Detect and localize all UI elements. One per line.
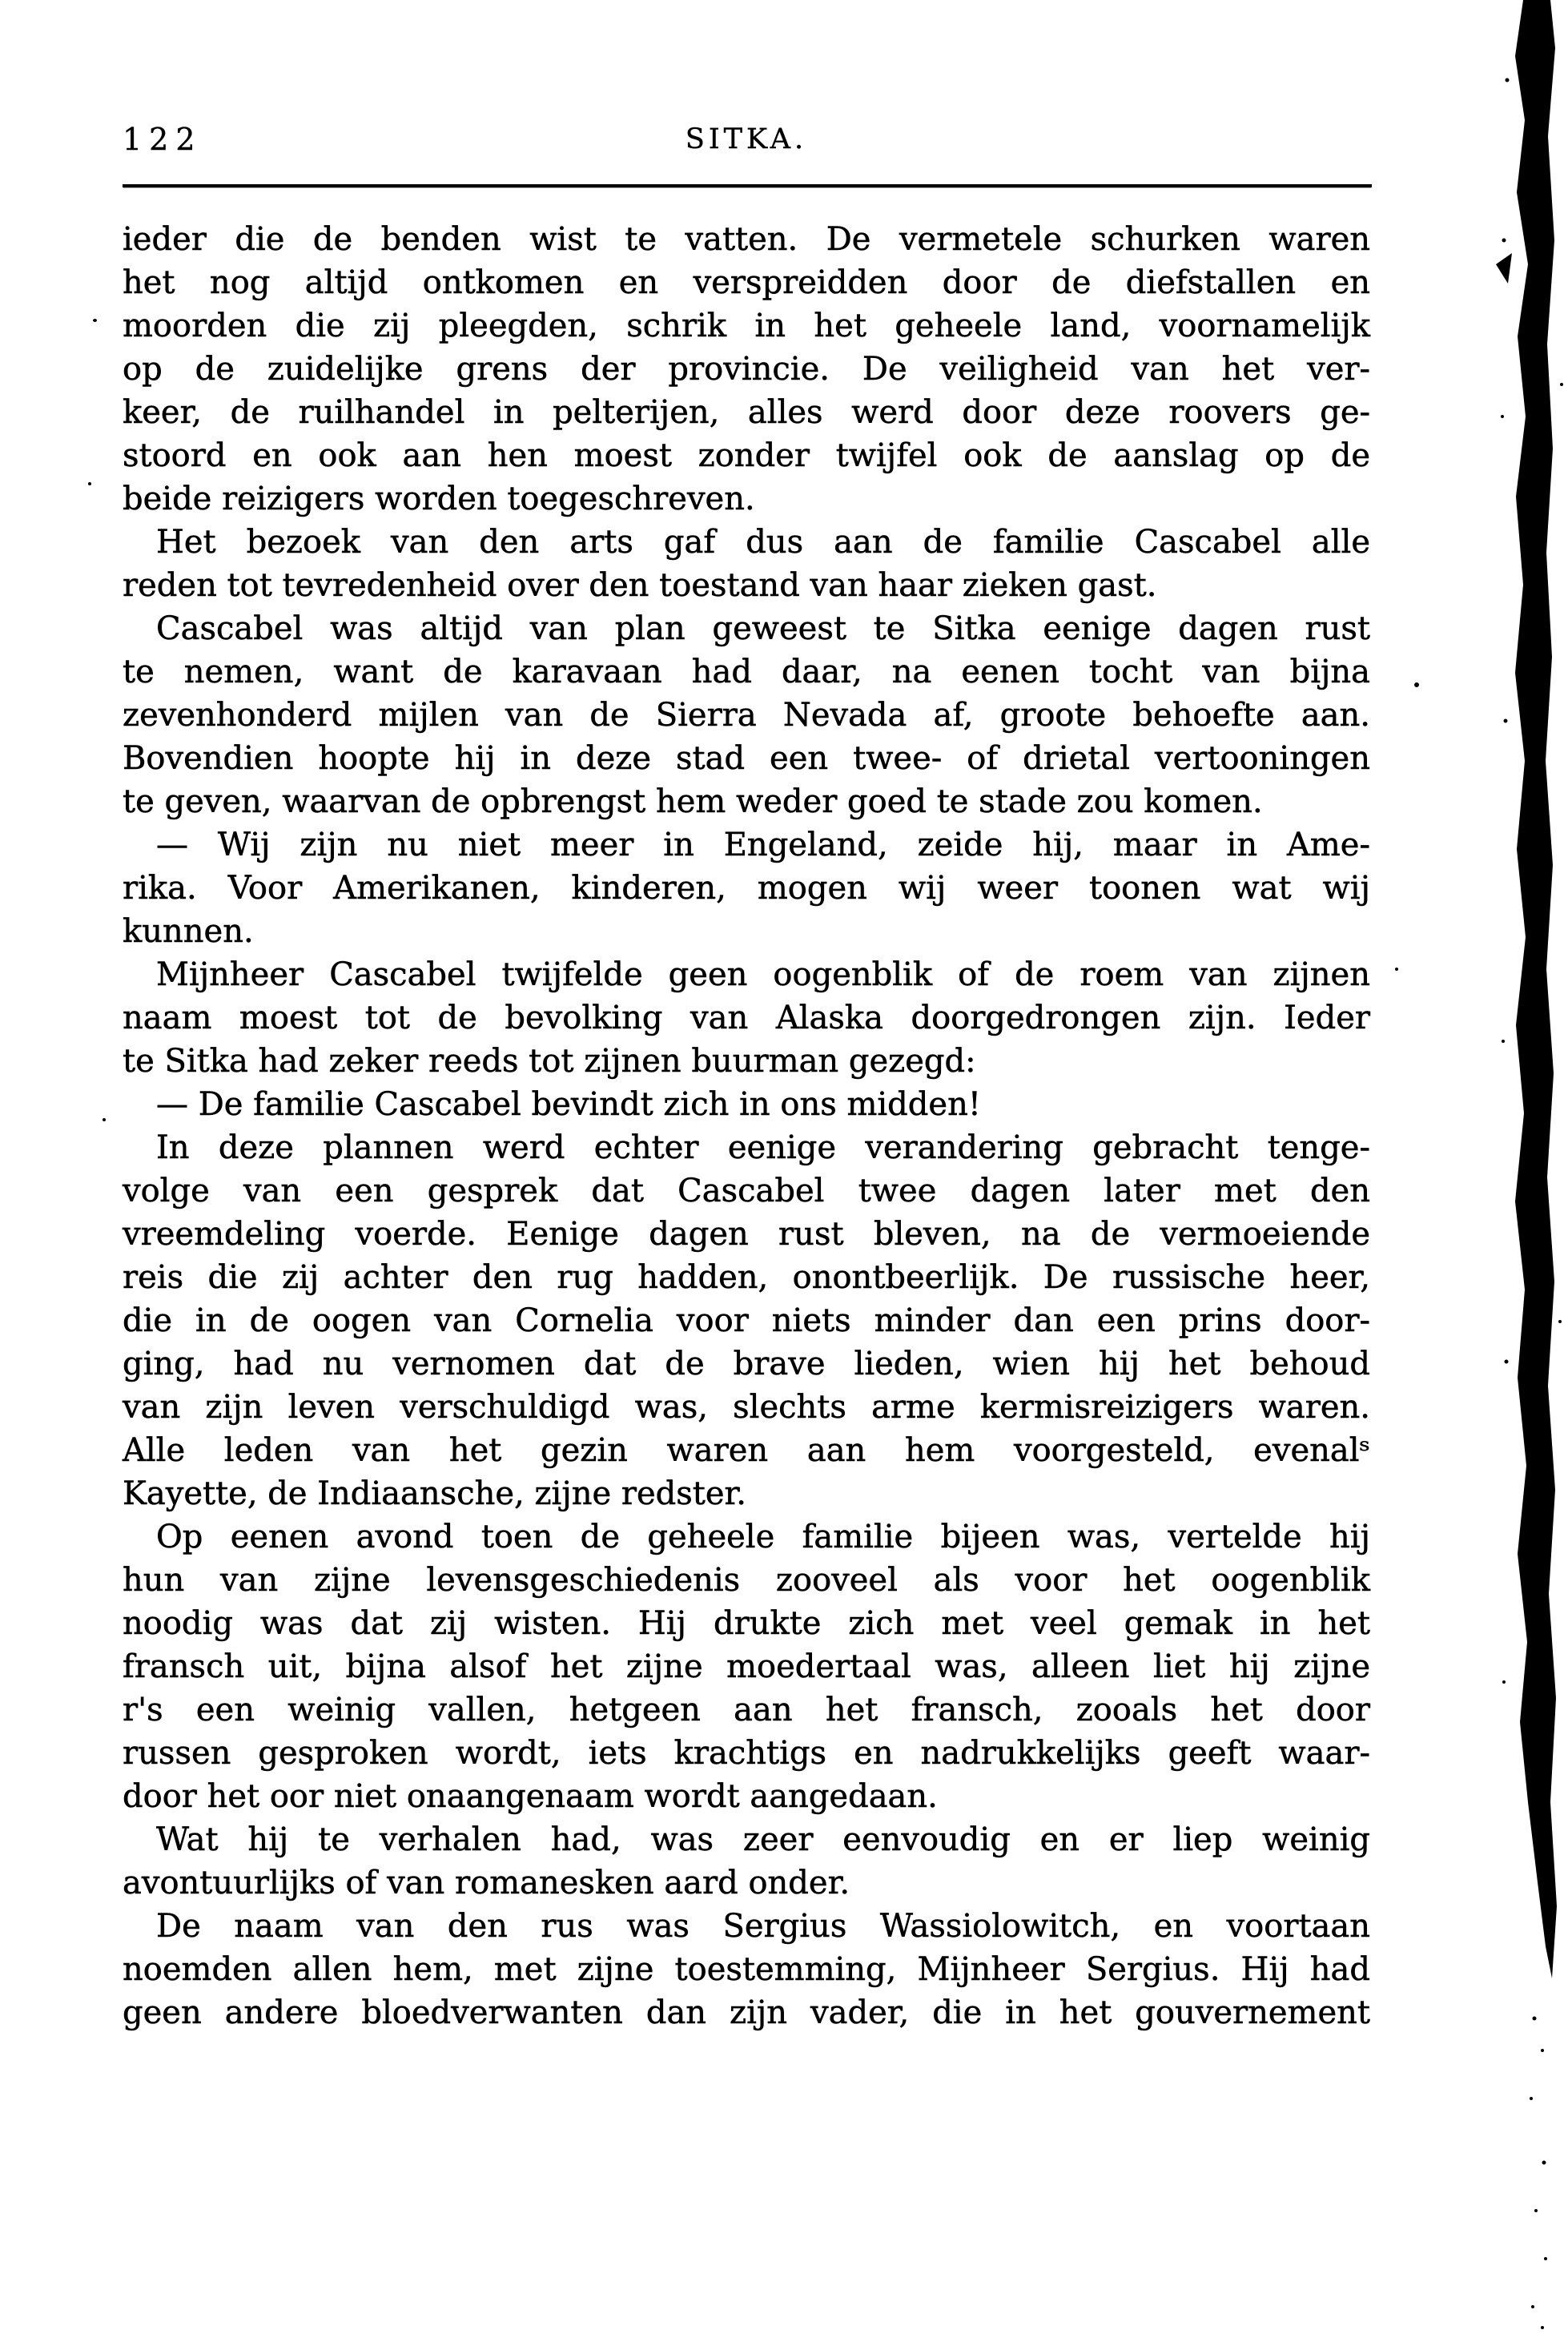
text-line: Het bezoek van den arts gaf dus aan de familie Cascabel alle xyxy=(156,524,1370,561)
scan-speck xyxy=(1395,968,1398,971)
text-line: hun van zijne levensgeschiedenis zooveel als voor het oogenblik xyxy=(123,1562,1370,1599)
scan-speck xyxy=(93,319,97,322)
text-line: Cascabel was altijd van plan geweest te Sitka eenige dagen rust xyxy=(156,610,1370,647)
text-line: het nog altijd ontkomen en verspreidden door de diefstallen en xyxy=(123,264,1370,301)
text-line: — Wij zijn nu niet meer in Engeland, zeide hij, maar in Ame- xyxy=(156,827,1370,863)
text-line: moorden die zij pleegden, schrik in het geheele land, voornamelijk xyxy=(123,308,1370,344)
text-line: Mijnheer Cascabel twijfelde geen oogenblik of de roem van zijnen xyxy=(156,956,1370,993)
page-number: 122 xyxy=(123,122,203,157)
text-line: Kayette, de Indiaansche, zijne redster. xyxy=(123,1475,746,1512)
text-line: noemden allen hem, met zijne toestemming, Mijnheer Sergius. Hij had xyxy=(123,1951,1370,1988)
text-line: te Sitka had zeker reeds tot zijnen buurman gezegd: xyxy=(123,1043,976,1080)
text-line: kunnen. xyxy=(123,913,254,950)
text-line: beide reizigers worden toegeschreven. xyxy=(123,481,755,517)
body-text xyxy=(123,218,1370,2034)
header-rule xyxy=(123,184,1372,187)
text-line: r's een weinig vallen, hetgeen aan het fransch, zooals het door xyxy=(123,1692,1370,1728)
text-line: te geven, waarvan de opbrengst hem weder goed te stade zou komen. xyxy=(123,783,1263,820)
text-line: door het oor niet onaangenaam wordt aangedaan. xyxy=(123,1778,938,1815)
text-line: Wat hij te verhalen had, was zeer eenvoudig en er liep weinig xyxy=(156,1821,1370,1858)
text-line: Alle leden van het gezin waren aan hem voorgesteld, evenalˢ xyxy=(123,1432,1370,1469)
text-line: ieder die de benden wist te vatten. De vermetele schurken waren xyxy=(123,221,1370,258)
scan-binding-artifact xyxy=(1496,0,1568,2342)
text-line: die in de oogen van Cornelia voor niets minder dan een prins door- xyxy=(123,1302,1370,1339)
text-line: naam moest tot de bevolking van Alaska doorgedrongen zijn. Ieder xyxy=(123,1000,1370,1036)
text-line: Op eenen avond toen de geheele familie bijeen was, vertelde hij xyxy=(156,1519,1370,1555)
text-line: geen andere bloedverwanten dan zijn vader, die in het gouvernement xyxy=(123,1994,1370,2031)
text-line: op de zuidelijke grens der provincie. De veiligheid van het ver- xyxy=(123,351,1370,388)
text-line: stoord en ook aan hen moest zonder twijfel ook de aanslag op de xyxy=(123,437,1370,474)
text-line: russen gesproken wordt, iets krachtigs en nadrukkelijks geeft waar- xyxy=(123,1735,1370,1772)
text-line: reden tot tevredenheid over den toestand van haar zieken gast. xyxy=(123,567,1157,604)
text-line: rika. Voor Amerikanen, kinderen, mogen wij weer toonen wat wij xyxy=(123,870,1370,907)
text-line: reis die zij achter den rug hadden, onontbeerlijk. De russische heer, xyxy=(123,1259,1370,1296)
text-line: volge van een gesprek dat Cascabel twee dagen later met den xyxy=(123,1173,1370,1209)
scan-speck xyxy=(1414,682,1419,687)
text-line: noodig was dat zij wisten. Hij drukte zich met veel gemak in het xyxy=(123,1605,1370,1642)
text-line: vreemdeling voerde. Eenige dagen rust bleven, na de vermoeiende xyxy=(123,1216,1370,1253)
text-line: — De familie Cascabel bevindt zich in ons midden! xyxy=(156,1086,981,1123)
text-line: keer, de ruilhandel in pelterijen, alles werd door deze roovers ge- xyxy=(123,394,1370,431)
text-line: In deze plannen werd echter eenige verandering gebracht tenge- xyxy=(156,1129,1370,1166)
text-line: ging, had nu vernomen dat de brave lieden, wien hij het behoud xyxy=(123,1346,1370,1382)
text-line: te nemen, want de karavaan had daar, na eenen tocht van bijna xyxy=(123,654,1370,690)
text-line: avontuurlijks of van romanesken aard onder. xyxy=(123,1865,850,1901)
text-line: fransch uit, bijna alsof het zijne moedertaal was, alleen liet hij zijne xyxy=(123,1648,1370,1685)
text-line: Bovendien hoopte hij in deze stad een twee- of drietal vertooningen xyxy=(123,740,1370,777)
scan-speck xyxy=(103,1118,106,1121)
scan-speck xyxy=(88,482,91,485)
text-line: van zijn leven verschuldigd was, slechts arme kermisreizigers waren. xyxy=(123,1389,1370,1426)
text-line: zevenhonderd mijlen van de Sierra Nevada af, groote behoefte aan. xyxy=(123,697,1370,734)
running-title: SITKA. xyxy=(685,123,808,155)
text-line: De naam van den rus was Sergius Wassiolowitch, en voortaan xyxy=(156,1908,1370,1945)
